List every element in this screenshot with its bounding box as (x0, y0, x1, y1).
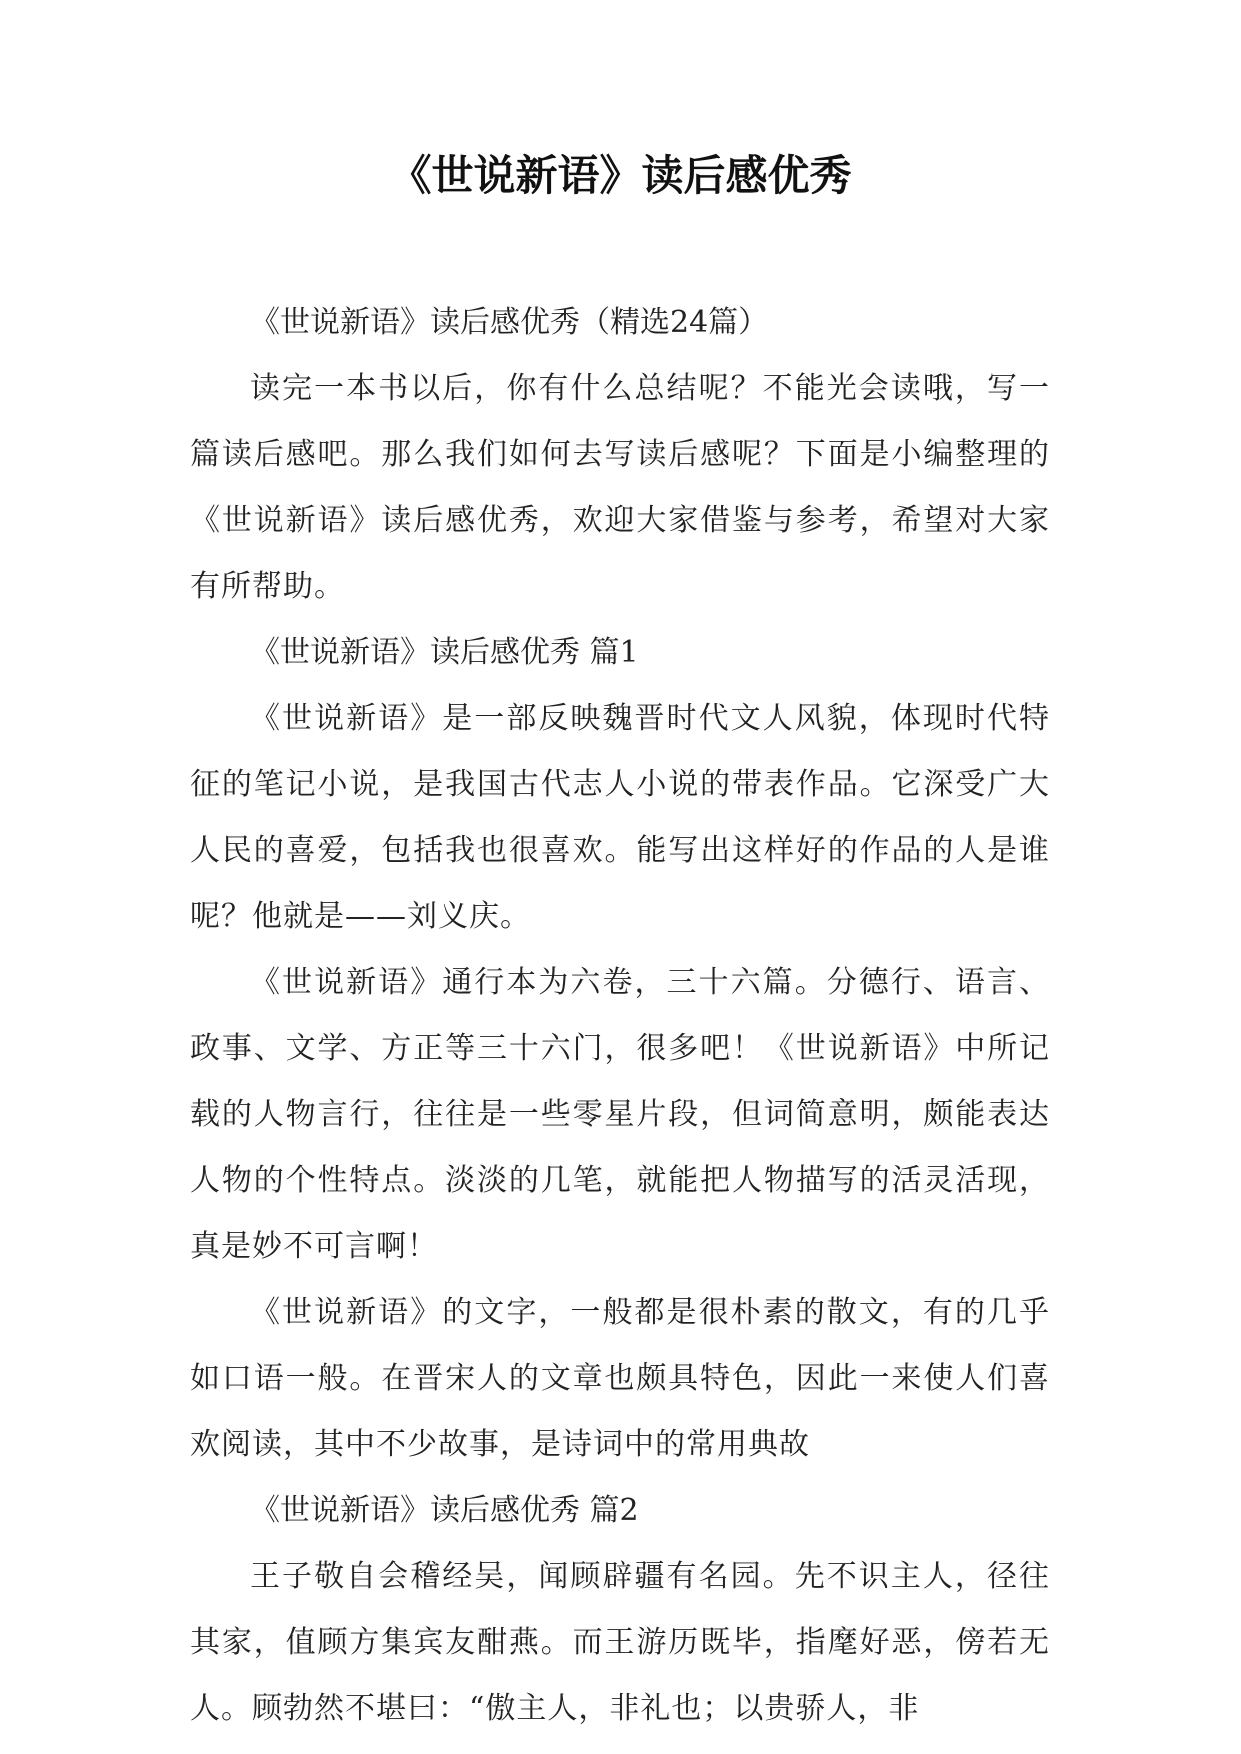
document-body (190, 290, 1050, 1742)
intro-paragraph: 读完一本书以后，你有什么总结呢？不能光会读哦，写一篇读后感吧。那么我们如何去写读后感呢？下面是小编整理的《世说新语》读后感优秀，欢迎大家借鉴与参考，希望对大家有所帮助。 (190, 371, 1050, 604)
body-paragraph: 《世说新语》是一部反映魏晋时代文人风貌，体现时代特征的笔记小说，是我国古代志人小说的带表作品。它深受广大人民的喜爱，包括我也很喜欢。能写出这样好的作品的人是谁呢？他就是——刘义庆。 (190, 701, 1050, 934)
subtitle-paragraph: 《世说新语》读后感优秀（精选24篇） (250, 305, 769, 340)
body-paragraph: 王子敬自会稽经吴，闻顾辟疆有名园。先不识主人，径往其家，值顾方集宾友酣燕。而王游历既毕，指麾好恶，傍若无人。顾勃然不堪曰：“傲主人，非礼也；以贵骄人，非 (190, 1559, 1050, 1726)
document-title: 《世说新语》读后感优秀 (389, 151, 852, 200)
section-heading-2: 《世说新语》读后感优秀 篇2 (250, 1493, 639, 1528)
body-paragraph: 《世说新语》通行本为六卷，三十六篇。分德行、语言、政事、文学、方正等三十六门，很多吧！《世说新语》中所记载的人物言行，往往是一些零星片段，但词简意明，颇能表达人物的个性特点。淡淡的几笔，就能把人物描写的活灵活现，真是妙不可言啊！ (190, 965, 1050, 1264)
body-paragraph: 《世说新语》的文字，一般都是很朴素的散文，有的几乎如口语一般。在晋宋人的文章也颇具特色，因此一来使人们喜欢阅读，其中不少故事，是诗词中的常用典故 (190, 1295, 1050, 1462)
section-heading-1: 《世说新语》读后感优秀 篇1 (250, 635, 639, 670)
